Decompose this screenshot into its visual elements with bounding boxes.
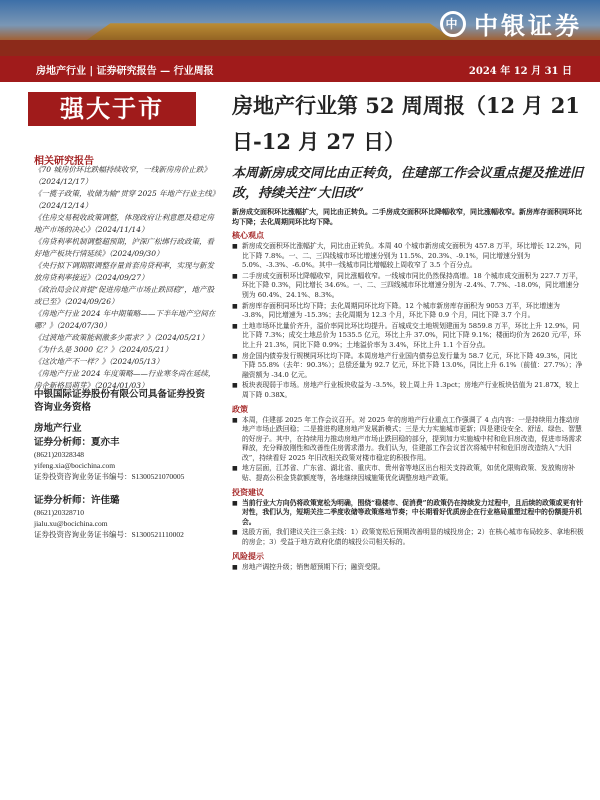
report-subtitle: 本周新房成交同比由正转负，住建部工作会议重点提及推进旧改，持续关注“大旧改” <box>232 166 584 201</box>
core-point: ■ 房企国内债券发行规模同环比均下降。本周房地产行业国内债券总发行量为 58.7 亿元，环比下降 49.3%，同比下降 55.8%（去年：90.3%）；总偿还量为 92.7 亿元，环比下降 13.0%，同比上升 6.1%（前值：27.7%）；净融资额为 -34.0 亿元。 <box>232 352 584 381</box>
policy-point: ■ 地方层面，江苏省、广东省、湖北省、重庆市、贵州省等地区出台相关支持政策，如优化限购政策、发放购房补贴、提高公积金贷款额度等，各地继续因城施策优化调整房地产政策。 <box>232 464 584 483</box>
analyst-block <box>34 496 224 540</box>
advice-heading: 投资建议 <box>232 486 264 497</box>
related-report-item[interactable]: 《这次地产不一样？》（2024/05/13） <box>34 357 164 366</box>
related-report-item[interactable]: 《房地产行业 2024 年中期策略——下半年地产空间在哪？》（2024/07/30） <box>34 309 216 330</box>
bank-logo-icon: 中 <box>440 11 466 37</box>
related-report-item[interactable]: 《过渡地产政策能刺激多少需求？》（2024/05/21） <box>34 333 209 342</box>
analyst-email[interactable]: jialu.xu@bocichina.com <box>34 519 108 528</box>
core-point: ■ 二手房成交面积环比降幅收窄，同比涨幅收窄。一线城市同比仍然保持高增。18 个城市成交面积为 227.7 万平，环比下降 0.3%，同比增长 34.6%。一、二、三四线城市环比增速分别为 -2.4%、7.7%、-18.0%，同比增速分别为 60.4%、24.1%、8.3%。 <box>232 272 584 301</box>
related-report-item[interactable]: 《央行拟下调期限调整存量首套房贷利率，实现与新发放房贷利率接近》（2024/09/27） <box>34 261 214 282</box>
core-point: ■ 新房库存面积同环比均下降；去化周期同环比均下降。12 个城市新房库存面积为 9053 万平，环比增速为 -3.8%，同比增速为 -15.3%；去化周期为 12.3 个月，环比下降 0.9 个月，同比下降 3.7 个月。 <box>232 302 584 321</box>
related-report-item[interactable]: 《住房交易税收政策调整，体现政府让利意愿及稳定房地产市场的决心》（2024/11/14） <box>34 213 214 234</box>
related-report-item[interactable]: 《政治局会议首提“促进房地产市场止跌回稳”，地产股或已至》（2024/09/26） <box>34 285 215 306</box>
analyst-email[interactable]: yifeng.xia@bocichina.com <box>34 461 116 470</box>
core-points-heading: 核心观点 <box>232 230 264 240</box>
analyst-block <box>34 438 224 482</box>
risk-text: ■ 房地产调控升级；销售超预期下行；融资受限。 <box>232 563 584 573</box>
analyst-cert: 证券投资咨询业务证书编号：S1300521110002 <box>34 530 184 539</box>
core-point: ■ 板块表现弱于市场。房地产行业板块收益为 -3.5%，较上周上升 1.3pct；房地产行业板块估值为 21.87X，较上周下降 0.38X。 <box>232 381 584 400</box>
analyst-name: 证券分析师：夏亦丰 <box>34 438 120 448</box>
analyst-phone: (8621)20328348 <box>34 450 84 459</box>
core-point: ■ 新房成交面积环比涨幅扩大，同比由正转负。本周 40 个城市新房成交面积为 457.8 万平，环比增长 12.2%，同比下降 7.8%。一、二、三四线城市环比增速分别为 11.5%、20.3%、-9.1%，同比增速分别为 5.0%、-3.3%、-6.0%。其中一线城市同比增幅较上周收窄了 3.5 个百分点。 <box>232 242 584 271</box>
cover-banner <box>0 0 600 56</box>
related-report-item[interactable]: 《房贷利率机制调整超预期，沪深广松绑行政政策，看好地产板块行情延续》（2024/09/30） <box>34 237 214 258</box>
related-report-item[interactable]: 《70 城房价环比跌幅持续收窄，一线新房房价止跌》（2024/12/17） <box>34 165 211 186</box>
analyst-phone: (8621)20328710 <box>34 508 84 517</box>
company-logo <box>440 6 582 41</box>
report-date: 2024 年 12 月 31 日 <box>468 65 572 77</box>
risk-heading: 风险提示 <box>232 550 264 561</box>
advice-point: ■ 选股方面，我们建议关注三条主线：1）政策宽松后预期改善明显的城投房企；2）在核心城市布局较多、拿地积极的房企；3）受益于地方政府化债的城投公司相关标的。 <box>232 528 584 547</box>
related-report-item[interactable]: 《为什么是 3000 亿？》（2024/05/21） <box>34 345 173 354</box>
breadcrumb: 房地产行业 | 证券研究报告 — 行业周报 <box>36 65 214 77</box>
related-report-item[interactable]: 《房地产行业 2024 年度策略——行业寒冬尚在延续，房企新格局萌芽》（2024/01/03） <box>34 369 216 390</box>
main-content <box>232 88 584 572</box>
core-point: ■ 土地市场环比量价齐升，溢价率同比环比均提升。百城成交土地规划建面为 5859.8 万平，环比上升 12.9%，同比下降 7.3%；成交土地总价为 1535.5 亿元，环比上升 37.0%，同比下降 9.1%；楼面均价为 2620 元/平，环比上升 21.3%，同比下降 0.9%；土地溢价率为 3.4%，环比上升 1.1 个百分点。 <box>232 322 584 351</box>
related-reports-list <box>34 164 216 392</box>
rating-badge: 强大于市 <box>28 92 196 126</box>
policy-heading: 政策 <box>232 403 248 414</box>
company-qualification: 中银国际证券股份有限公司具备证券投资咨询业务资格 <box>34 389 206 413</box>
analyst-cert: 证券投资咨询业务证书编号：S1300521070005 <box>34 472 185 481</box>
related-reports-heading: 相关研究报告 <box>34 156 94 167</box>
report-title: 房地产行业第 52 周周报（12 月 21 日-12 月 27 日） <box>232 93 580 154</box>
advice-point: ■ 当前行业大方向仍将政策宽松为明确，围绕“稳楼市、促消费”的政策仍在持续发力过程中，且后续的政策或更有针对性，我们认为，短期关注二季度收储等政策落地节奏；中长期看好优质房企在行业格局重塑过程中的份额提升机会。 <box>232 499 584 528</box>
logo-text: 中银证券 <box>474 12 582 40</box>
policy-point: ■ 本周，住建部 2025 年工作会议召开。对 2025 年的房地产行业重点工作强调了 4 点内容：一是持续用力推动房地产市场止跌回稳；二是推进构建房地产发展新模式；三是大力实施城市更新；四是建设安全、舒适、绿色、智慧的好房子。其中，在持续用力推动房地产市场止跌回稳的部分，提到加力实施城中村和危旧房改造，促进市场需求释放，充分释放刚性和改善性住房需求潜力。我们认为，住建部工作会议首次将城中村和危旧房改造纳入“大旧改”，持续看好 2025 年旧改相关政策对楼市稳定的积极作用。 <box>232 416 584 464</box>
related-report-item[interactable]: 《一揽子政策，收储为输“贯穿 2025 年地产行业主线》（2024/12/14） <box>34 189 216 210</box>
industry-label: 房地产行业 <box>34 423 82 434</box>
lead-summary: 新房成交面积环比涨幅扩大，同比由正转负。二手房成交面积环比降幅收窄，同比涨幅收窄。新房库存面积同环比均下降；去化周期同环比均下降。 <box>232 207 582 226</box>
header-bar <box>0 56 600 82</box>
analyst-name: 证券分析师：许佳璐 <box>34 496 120 506</box>
palace-wall-image <box>0 40 600 56</box>
